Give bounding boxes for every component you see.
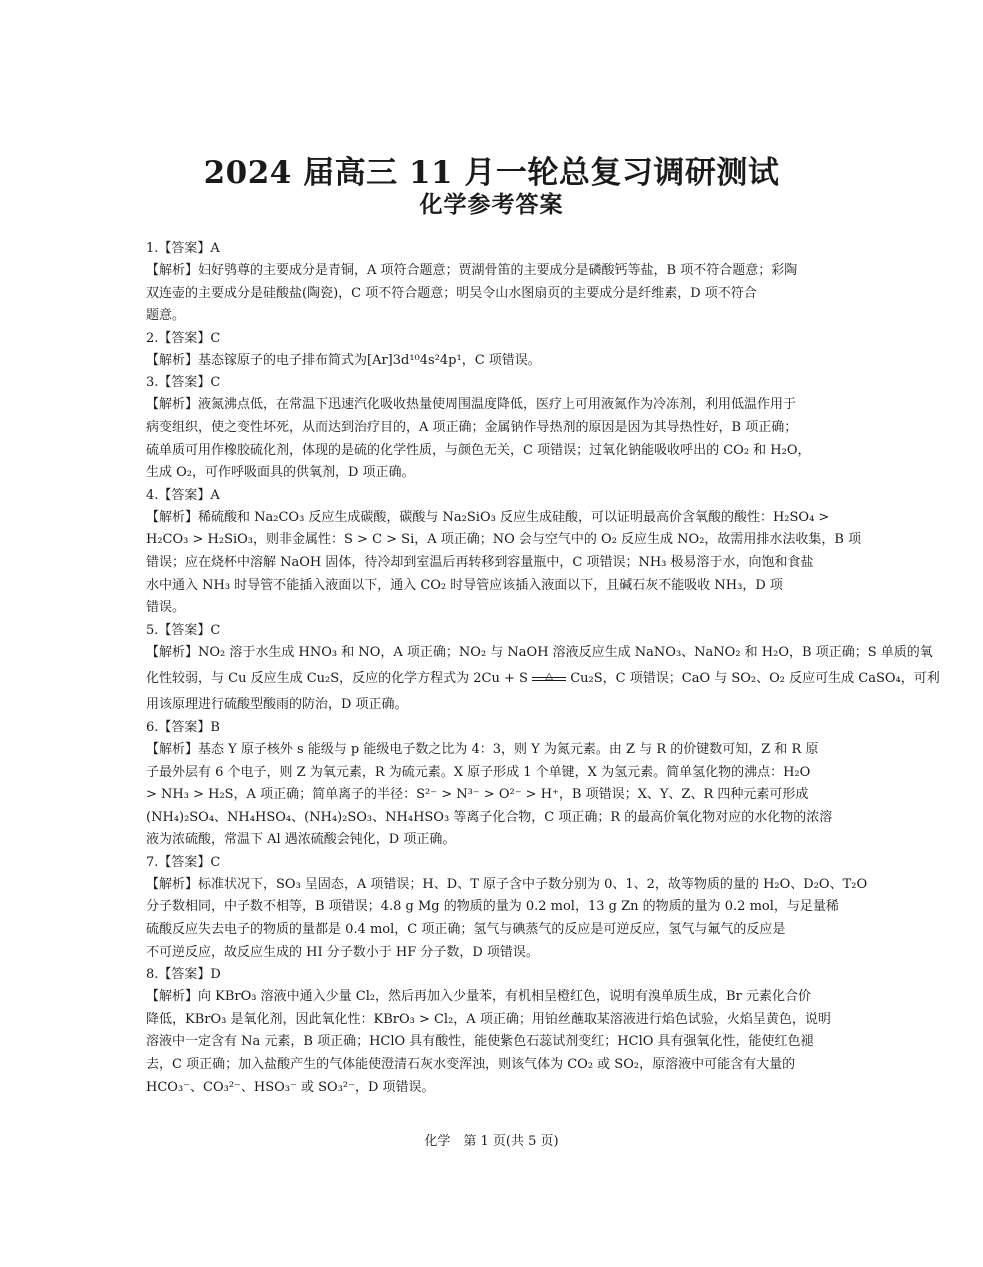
answer-line: 5.【答案】C: [146, 622, 221, 638]
question-4: [146, 485, 862, 620]
question-8: [146, 964, 834, 1099]
answer-line: 6.【答案】B: [146, 719, 220, 735]
analysis-line: 生成 O₂，可作呼吸面具的供氧剂，D 项正确。: [146, 465, 415, 481]
analysis-line: 病变组织，使之变性坏死，从而达到治疗目的，A 项正确；金属钠作导热剂的原因是因为其导热性好，B 项正确；: [146, 419, 798, 435]
answer-line: 7.【答案】C: [146, 854, 221, 870]
analysis-line: 硫酸反应失去电子的物质的量都是 0.4 mol，C 项正确；氢气与碘蒸气的反应是可逆反应，氢气与氟气的反应是: [146, 922, 786, 938]
page-footer: 化学 第 1 页(共 5 页): [424, 1134, 559, 1149]
question-7: [146, 852, 868, 964]
equation-left: 化性较弱，与 Cu 反应生成 Cu₂S，反应的化学方程式为 2Cu + S: [146, 671, 528, 687]
analysis-line: > NH₃ > H₂S，A 项正确；简单离子的半径：S²⁻ > N³⁻ > O²⁻ > H⁺，B 项错误；X、Y、Z、R 四种元素可形成: [146, 787, 809, 803]
answer-line: 1.【答案】A: [146, 241, 220, 256]
analysis: [146, 642, 940, 717]
analysis: [146, 350, 834, 373]
analysis-line: 题意。: [146, 308, 186, 324]
answer-line: 4.【答案】A: [146, 487, 220, 503]
analysis-line: 【解析】基态镓原子的电子排布简式为[Ar]3d¹⁰4s²4p¹，C 项错误。: [146, 352, 541, 368]
analysis-line: 液为浓硫酸，常温下 Al 遇浓硫酸会钝化，D 项正确。: [146, 832, 456, 848]
analysis-line: 子最外层有 6 个电子，则 Z 为氧元素，R 为硫元素。X 原子形成 1 个单键，X 为氢元素。简单氢化物的沸点：H₂O: [146, 764, 811, 780]
analysis-line: 不可逆反应，故反应生成的 HI 分子数小于 HF 分子数，D 项错误。: [146, 944, 539, 960]
answer-line: 8.【答案】D: [146, 967, 221, 983]
analysis: [146, 260, 834, 328]
page-subtitle: 化学参考答案: [419, 191, 564, 218]
question-6: [146, 717, 834, 852]
analysis-line: 溶液中一定含有 Na 元素，B 项正确；HClO 具有酸性，能使紫色石蕊试剂变红；HClO 具有强氧化性，能使红色褪: [146, 1034, 814, 1050]
analysis-line: 双连壶的主要成分是硅酸盐(陶瓷)，C 项不符合题意；明吴令山水图扇页的主要成分是纤维素，D 项不符合: [146, 285, 757, 301]
analysis: [146, 507, 862, 620]
analysis-line: 【解析】液氮沸点低，在常温下迅速汽化吸收热量使周围温度降低，医疗上可用液氮作为冷冻剂，利用低温作用于: [146, 397, 797, 413]
analysis-line: 【解析】基态 Y 原子核外 s 能级与 p 能级电子数之比为 4：3，则 Y 为氮元素。由 Z 与 R 的价键数可知，Z 和 R 原: [146, 741, 819, 757]
analysis-line: 去，C 项正确；加入盐酸产生的气体能使澄清石灰水变浑浊，则该气体为 CO₂ 或 SO₂，原溶液中可能含有大量的: [146, 1057, 796, 1073]
heating-symbol: △: [545, 670, 553, 682]
analysis-line: 水中通入 NH₃ 时导管不能插入液面以下，通入 CO₂ 时导管应该插入液面以下，且碱石灰不能吸收 NH₃，D 项: [146, 577, 783, 593]
page-title: 2024 届高三 11 月一轮总复习调研测试: [203, 155, 780, 191]
analysis-line: (NH₄)₂SO₄、NH₄HSO₄、(NH₄)₂SO₃、NH₄HSO₃ 等离子化合物，C 项正确；R 的最高价氧化物对应的水化物的浓溶: [146, 809, 833, 825]
analysis-line: 【解析】妇好鸮尊的主要成分是青铜，A 项符合题意；贾湖骨笛的主要成分是磷酸钙等盐，B 项不符合题意；彩陶: [146, 263, 798, 278]
answer-line: 2.【答案】C: [146, 330, 221, 346]
analysis-line: 用该原理进行硫酸型酸雨的防治，D 项正确。: [146, 697, 408, 713]
analysis-line: 降低，KBrO₃ 是氧化剂，因此氧化性：KBrO₃ > Cl₂，A 项正确；用铂丝蘸取某溶液进行焰色试验，火焰呈黄色，说明: [146, 1011, 831, 1027]
analysis: [146, 739, 834, 852]
analysis-line-equation: [146, 664, 940, 694]
analysis-line: 硫单质可用作橡胶硫化剂，体现的是硫的化学性质，与颜色无关，C 项错误；过氧化钠能吸收呼出的 CO₂ 和 H₂O，: [146, 442, 811, 458]
analysis-line: 【解析】稀硫酸和 Na₂CO₃ 反应生成碳酸，碳酸与 Na₂SiO₃ 反应生成硅酸，可以证明最高价含氧酸的酸性：H₂SO₄ >: [146, 509, 830, 525]
analysis: [146, 986, 834, 1099]
analysis-line: 分子数相同，中子数不相等，B 项错误；4.8 g Mg 的物质的量为 0.2 mol，13 g Zn 的物质的量为 0.2 mol，与足量稀: [146, 899, 839, 915]
question-2: [146, 328, 834, 373]
analysis-line: HCO₃⁻、CO₃²⁻、HSO₃⁻ 或 SO₃²⁻，D 项错误。: [146, 1079, 435, 1095]
analysis-line: 【解析】NO₂ 溶于水生成 HNO₃ 和 NO，A 项正确；NO₂ 与 NaOH 溶液反应生成 NaNO₃、NaNO₂ 和 H₂O，B 项正确；S 单质的氧: [146, 644, 933, 660]
question-5: [146, 620, 940, 717]
analysis-line: 【解析】标准状况下，SO₃ 呈固态，A 项错误；H、D、T 原子含中子数分别为 0、1、2，故等物质的量的 H₂O、D₂O、T₂O: [146, 876, 868, 892]
analysis-line: 【解析】向 KBrO₃ 溶液中通入少量 Cl₂，然后再加入少量苯，有机相呈橙红色，说明有溴单质生成，Br 元素化合价: [146, 989, 811, 1005]
heating-arrow-icon: [532, 670, 566, 684]
analysis: [146, 874, 868, 964]
analysis-line: 错误；应在烧杯中溶解 NaOH 固体，待冷却到室温后再转移到容量瓶中，C 项错误；NH₃ 极易溶于水，向饱和食盐: [146, 554, 814, 570]
analysis: [146, 394, 834, 484]
analysis-line: H₂CO₃ > H₂SiO₃，则非金属性：S > C > Si，A 项正确；NO 会与空气中的 O₂ 反应生成 NO₂，故需用排水法收集，B 项: [146, 532, 862, 548]
answer-line: 3.【答案】C: [146, 375, 221, 391]
analysis-line: 错误。: [146, 600, 186, 616]
equation-right: Cu₂S，C 项错误；CaO 与 SO₂、O₂ 反应可生成 CaSO₄，可利: [570, 671, 940, 687]
question-1: [146, 238, 834, 328]
question-3: [146, 372, 834, 484]
answer-list: [146, 238, 940, 1099]
